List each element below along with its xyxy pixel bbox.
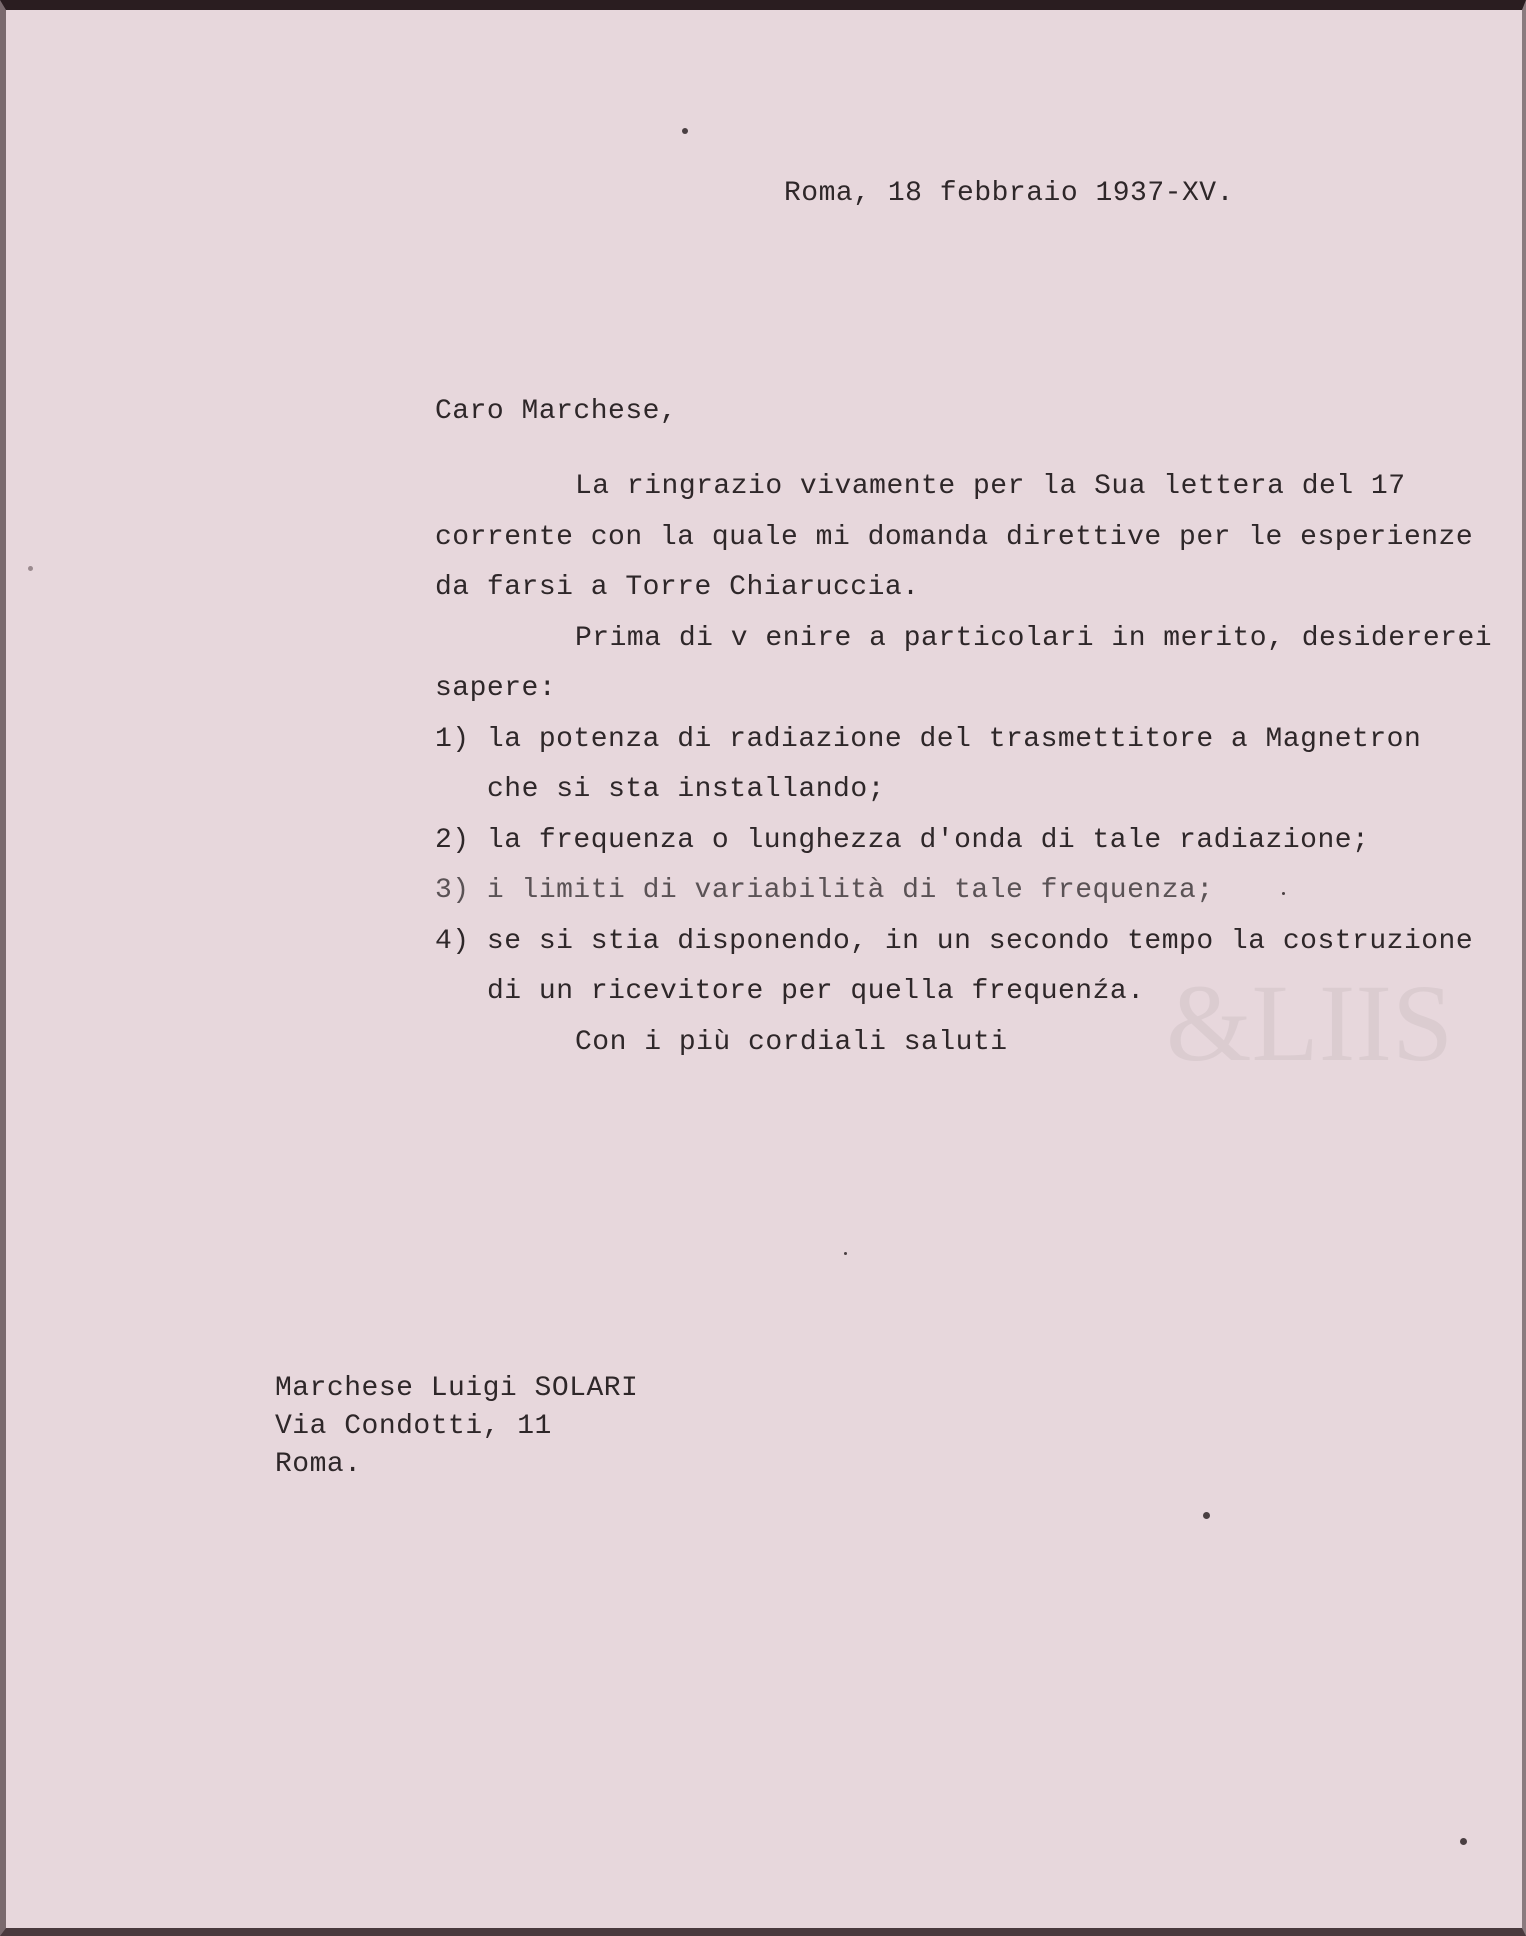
paper-speck <box>1282 892 1285 895</box>
paper-speck <box>1203 1512 1210 1519</box>
paper-speck <box>28 566 33 571</box>
dateline: Roma, 18 febbraio 1937-XV. <box>784 178 1234 209</box>
paper-speck <box>844 1252 847 1255</box>
recipient-street: Via Condotti, 11 <box>275 1411 552 1442</box>
list-item-1-continuation: che si sta installando; <box>487 774 885 805</box>
body-line: corrente con la quale mi domanda direttive per le esperienze <box>435 521 1474 553</box>
body-line: da farsi a Torre Chiaruccia. <box>435 572 920 603</box>
letter-body <box>435 462 1495 1068</box>
svg-text:&LIIS: &LIIS <box>1166 970 1454 1084</box>
salutation: Caro Marchese, <box>435 396 678 427</box>
recipient-address <box>275 1370 638 1484</box>
body-line: sapere: <box>435 673 557 704</box>
list-item-2: 2) la frequenza o lunghezza d'onda di tale radiazione; <box>435 824 1370 856</box>
body-line: Prima di v enire a particolari in merito, desidererei <box>575 622 1493 654</box>
closing: Con i più cordiali saluti <box>575 1026 1008 1058</box>
list-item-4: 4) se si stia disponendo, in un secondo tempo la costruzione <box>435 925 1474 957</box>
list-item-3: 3) i limiti di variabilità di tale frequenza; <box>435 875 1214 906</box>
paper-speck <box>1460 1838 1467 1845</box>
list-item-1: 1) la potenza di radiazione del trasmettitore a Magnetron <box>435 723 1422 755</box>
recipient-name: Marchese Luigi SOLARI <box>275 1373 639 1404</box>
body-line: La ringrazio vivamente per la Sua lettera del 17 <box>575 471 1406 502</box>
recipient-city: Roma. <box>275 1449 362 1480</box>
list-item-4-continuation: di un ricevitore per quella frequenźa. <box>487 976 1145 1007</box>
paper-speck <box>682 128 688 134</box>
